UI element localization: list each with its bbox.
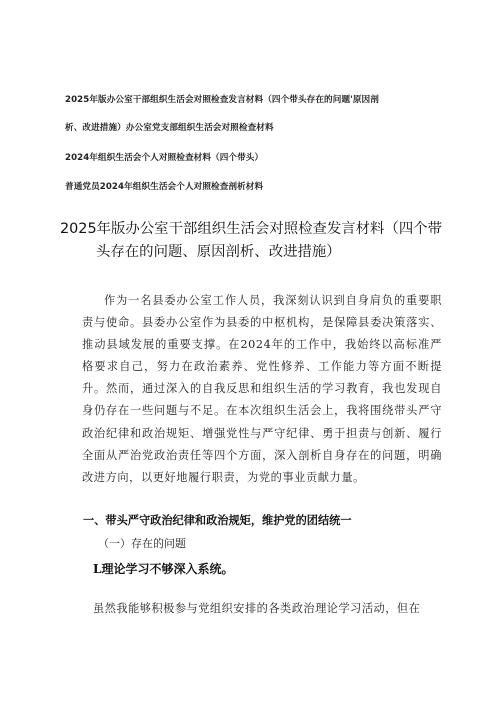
toc-entry-3[interactable]: 普通党员2024年组织生活会个人对照检查剖析材料 (65, 182, 264, 192)
toc-entry-2[interactable]: 2024年组织生活会个人对照检查材料（四个带头） (65, 153, 264, 163)
toc-entry-1-continued[interactable]: 析、改进措施）办公室党支部组织生活会对照检查材料 (65, 123, 274, 133)
document-title-line-2: 头存在的问题、原因剖析、改进措施） (96, 244, 341, 260)
document-title-line-1: 2025年版办公室干部组织生活会对照检查发言材料（四个带 (60, 221, 442, 237)
document-title (60, 218, 450, 264)
paragraph-start: 虽然我能够积极参与党组织安排的各类政治理论学习活动，但在 (93, 602, 421, 615)
toc-entry-1[interactable]: 2025年版办公室干部组织生活会对照检查发言材料（四个带头存在的问题'原因剖 (65, 95, 379, 105)
point-heading: L理论学习不够深入系统。 (93, 562, 234, 576)
subsection-heading: （一）存在的问题 (98, 537, 186, 550)
intro-paragraph: 作为一名县委办公室工作人员，我深刻认识到自身肩负的重要职责与使命。县委办公室作为县委的中枢机构，是保障县委决策落实、推动县域发展的重要支撑。在2024年的工作中，我始终以高标准严格要求自己，努力在政治素养、党性修养、工作能力等方面不断提升。然而，通过深入的自我反思和组织生活的学习教育，我也发现自身仍存在一些问题与不足。在本次组织生活会上，我将围绕带头严守政治纪律和政治规矩、增强党性与严守纪律、勇于担责与创新、履行全面从严治党政治责任等四个方面，深入剖析自身存在的问题，明确改进方向，以更好地履行职责，为党的事业贡献力量。 (82, 294, 442, 484)
section-heading-1: 一、带头严守政治纪律和政治规矩，维护党的团结统一 (83, 514, 352, 527)
